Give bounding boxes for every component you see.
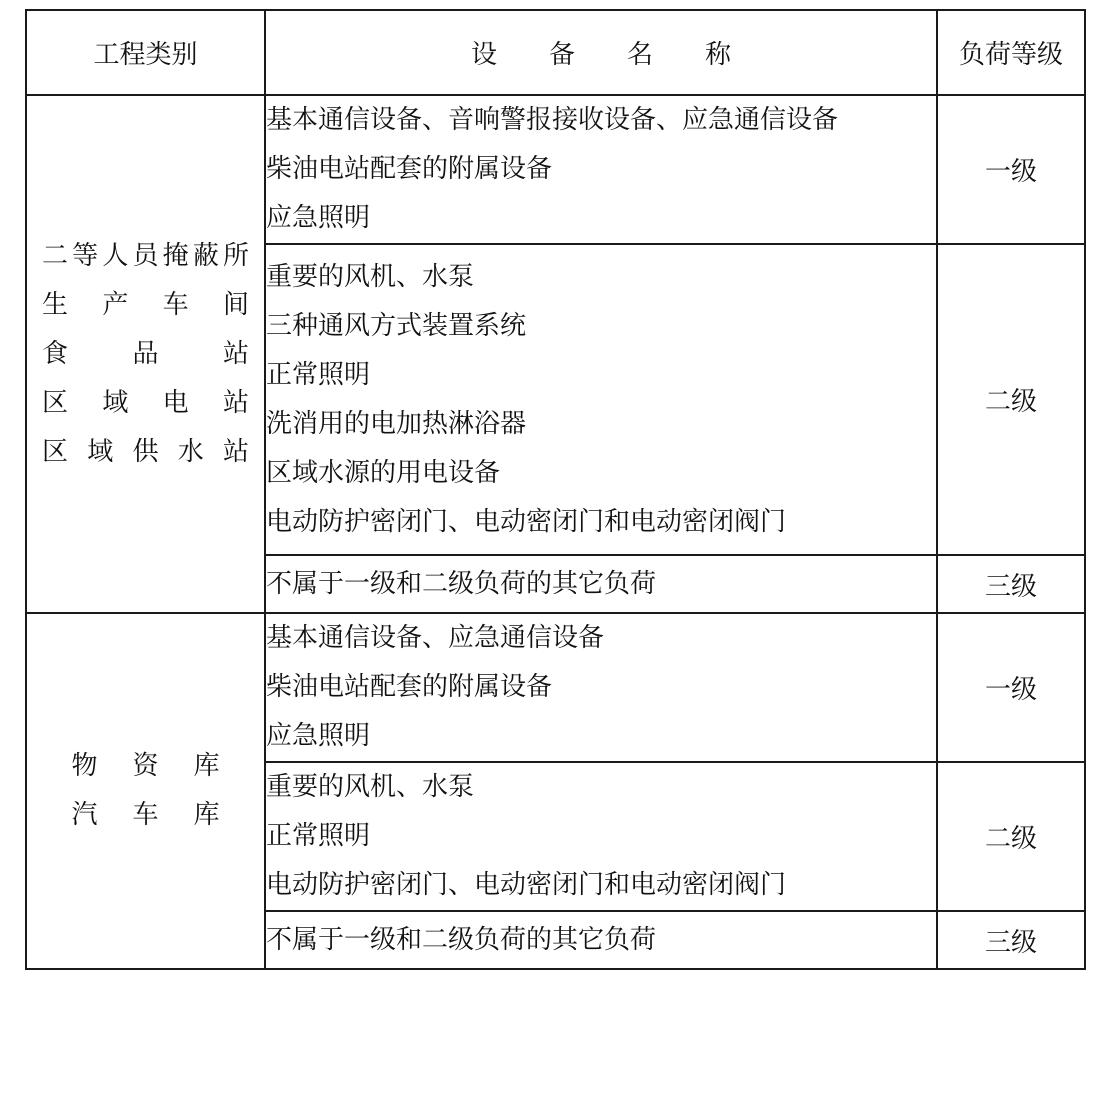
equipment-line: 正常照明 (266, 359, 371, 390)
equipment-line: 重要的风机、水泵 (266, 261, 475, 292)
table-header-row (26, 10, 1085, 95)
category-line: 二等人员掩蔽所 (42, 240, 249, 271)
header-equipment (265, 10, 937, 95)
table-row (26, 613, 1085, 762)
equipment-cell (265, 95, 937, 244)
equipment-line: 正常照明 (266, 821, 371, 851)
equipment-cell (265, 911, 937, 969)
equipment-line: 基本通信设备、应急通信设备 (266, 623, 605, 653)
equipment-line: 电动防护密闭门、电动密闭门和电动密闭阀门 (266, 506, 787, 537)
header-level: 负荷等级 (937, 10, 1085, 95)
equipment-cell (265, 613, 937, 762)
equipment-line: 柴油电站配套的附属设备 (266, 154, 553, 184)
level-cell: 一级 (937, 95, 1085, 244)
category-line: 区域电站 (42, 387, 249, 418)
category-line: 物资库 (71, 751, 220, 781)
equipment-line: 不属于一级和二级负荷的其它负荷 (266, 924, 657, 955)
equipment-line: 电动防护密闭门、电动密闭门和电动密闭阀门 (266, 870, 787, 900)
level-cell: 二级 (937, 762, 1085, 911)
equipment-line: 应急照明 (266, 203, 371, 233)
equipment-line: 洗消用的电加热淋浴器 (266, 408, 527, 439)
equipment-line: 不属于一级和二级负荷的其它负荷 (266, 568, 657, 599)
category-line: 区域供水站 (42, 436, 249, 467)
category-lines (42, 232, 249, 477)
equipment-line: 柴油电站配套的附属设备 (266, 672, 553, 702)
category-line: 汽车库 (71, 800, 220, 830)
category-line: 生产车间 (42, 289, 249, 320)
equipment-cell (265, 555, 937, 613)
header-category: 工程类别 (26, 10, 265, 95)
equipment-cell (265, 244, 937, 555)
equipment-line: 基本通信设备、音响警报接收设备、应急通信设备 (266, 105, 839, 135)
category-cell (26, 613, 265, 969)
category-line: 食品站 (42, 338, 249, 369)
category-cell (26, 95, 265, 613)
table-row (26, 95, 1085, 244)
level-cell: 三级 (937, 911, 1085, 969)
load-level-table (25, 9, 1086, 970)
category-lines (72, 742, 220, 840)
equipment-line: 区域水源的用电设备 (266, 457, 501, 488)
level-cell: 一级 (937, 613, 1085, 762)
equipment-cell (265, 762, 937, 911)
equipment-line: 重要的风机、水泵 (266, 772, 475, 802)
header-equipment-label: 设备名称 (470, 40, 783, 70)
level-cell: 三级 (937, 555, 1085, 613)
equipment-line: 三种通风方式装置系统 (266, 310, 527, 341)
level-cell: 二级 (937, 244, 1085, 555)
equipment-line: 应急照明 (266, 721, 371, 751)
